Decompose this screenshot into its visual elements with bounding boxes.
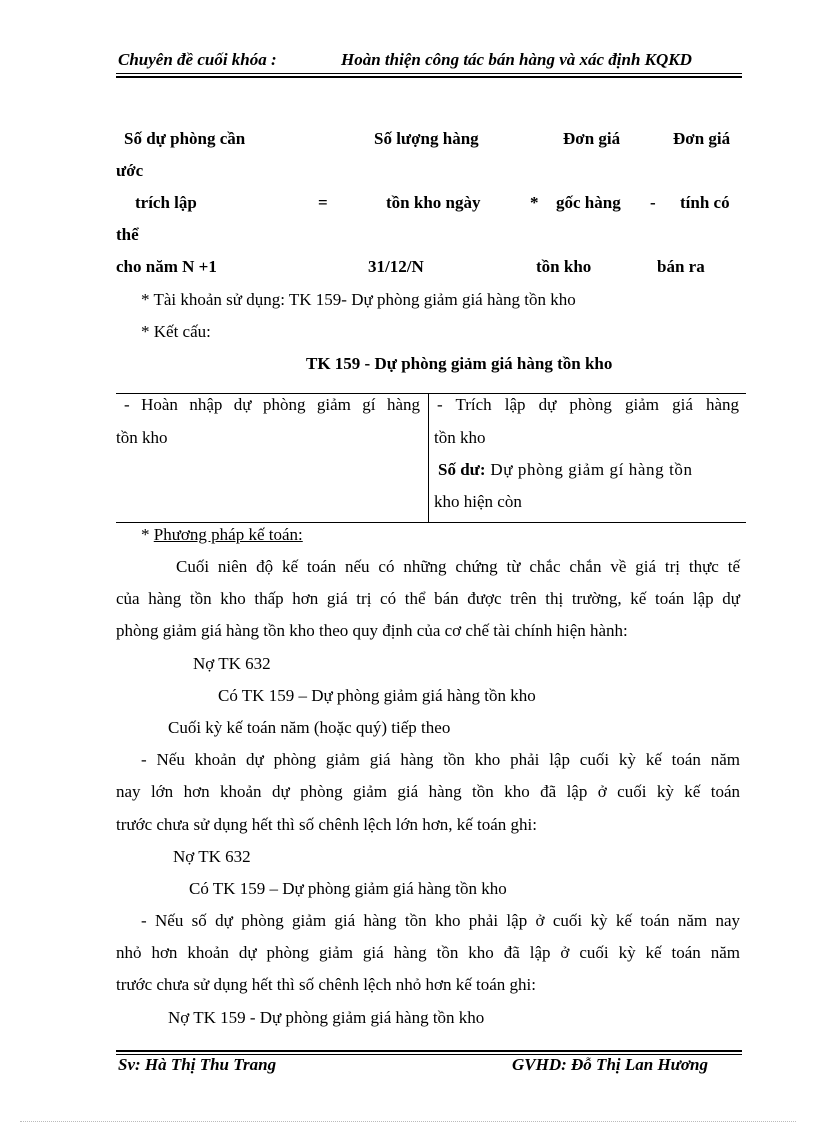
method-p2-line2: nay lớn hơn khoản dự phòng giảm giá hàng tồn kho đã lập ở cuối kỳ kế toán [116,782,740,801]
method-p1-line3: phòng giảm giá hàng tồn kho theo quy định của cơ chế tài chính hiện hành: [116,621,628,640]
next-period: Cuối kỳ kế toán năm (hoặc quý) tiếp theo [168,718,451,737]
entry2-credit: Có TK 159 – Dự phòng giảm giá hàng tồn kho [189,879,507,898]
t-account-debit-line1: - Hoàn nhập dự phòng giảm gí hàng [124,395,420,414]
t-account-balance-label: Số dư: [438,460,486,479]
method-p3-line1: - Nếu số dự phòng giảm giá hàng tồn kho phải lập ở cuối kỳ kế toán năm nay [141,911,740,930]
t-account-bottom-border [116,522,746,523]
account-used: * Tài khoản sử dụng: TK 159- Dự phòng giảm giá hàng tồn kho [141,290,576,309]
formula-r2-c4: tính có [680,193,730,212]
method-p1-line1: Cuối niên độ kế toán nếu có những chứng từ chắc chắn về giá trị thực tế [176,557,740,576]
formula-r2-times: * [530,193,539,212]
method-p2-line3: trước chưa sử dụng hết thì số chênh lệch lớn hơn, kế toán ghi: [116,815,537,834]
entry1-credit: Có TK 159 – Dự phòng giảm giá hàng tồn kho [218,686,536,705]
entry3-debit: Nợ TK 159 - Dự phòng giảm giá hàng tồn kho [168,1008,485,1027]
formula-r1-c1: Số dự phòng cần [124,129,246,148]
method-p2-line1: - Nếu khoản dự phòng giảm giá hàng tồn kho phải lập cuối kỳ kế toán năm [141,750,740,769]
formula-r2-minus: - [650,193,656,212]
formula-r2-eq: = [318,193,328,212]
method-bullet: * [141,525,154,544]
method-p1-line2: của hàng tồn kho thấp hơn giá trị có thể bán được trên thị trường, kế toán lập dự [116,589,740,608]
t-account-debit-line2: tồn kho [116,428,168,447]
formula-r2-c2: tồn kho ngày [386,193,481,212]
method-p3-line3: trước chưa sử dụng hết thì số chênh lệch nhỏ hơn kế toán ghi: [116,975,537,994]
formula-r3-c4: bán ra [657,257,705,276]
footer-rule-1 [116,1050,742,1052]
entry1-debit: Nợ TK 632 [193,654,271,673]
t-account-credit-line4: kho hiện còn [434,492,522,511]
formula-r1-c2: Số lượng hàng [374,129,479,148]
footer-advisor: GVHD: Đỗ Thị Lan Hương [512,1055,708,1074]
t-account-divider [428,393,429,522]
t-account-credit-line1: - Trích lập dự phòng giảm giá hàng [437,395,739,414]
header-rule-1 [116,73,742,74]
t-account-balance-text: Dự phòng giảm gí hàng tồn [485,460,693,479]
formula-r1-c3: Đơn giá [563,129,621,148]
header-title-left: Chuyên đề cuối khóa : [118,50,277,69]
page-edge-dotted [20,1121,796,1122]
formula-r3-c2: 31/12/N [368,257,424,276]
method-label: Phương pháp kế toán: [153,525,303,544]
entry2-debit: Nợ TK 632 [173,847,251,866]
formula-r2-c3: gốc hàng [556,193,621,212]
header-rule-2 [116,76,742,78]
method-heading [141,525,303,545]
t-account-title: TK 159 - Dự phòng giảm giá hàng tồn kho [306,354,613,373]
method-p3-line2: nhỏ hơn khoản dự phòng giảm giá hàng tồn kho đã lập ở cuối kỳ kế toán năm [116,943,740,962]
t-account-top-border [116,393,746,394]
t-account-credit-line2: tồn kho [434,428,486,447]
formula-r1-wrap: ước [116,161,144,180]
header-title-right: Hoàn thiện công tác bán hàng và xác định KQKD [341,50,692,69]
structure-label: * Kết cấu: [141,322,211,341]
t-account-balance-line [438,460,693,480]
formula-r3-c3: tồn kho [536,257,592,276]
formula-r3-c1: cho năm N +1 [116,257,217,276]
formula-r1-c4: Đơn giá [673,129,731,148]
footer-student: Sv: Hà Thị Thu Trang [118,1055,277,1074]
formula-r2-c1: trích lập [135,193,197,212]
formula-r2-wrap: thể [116,225,139,244]
